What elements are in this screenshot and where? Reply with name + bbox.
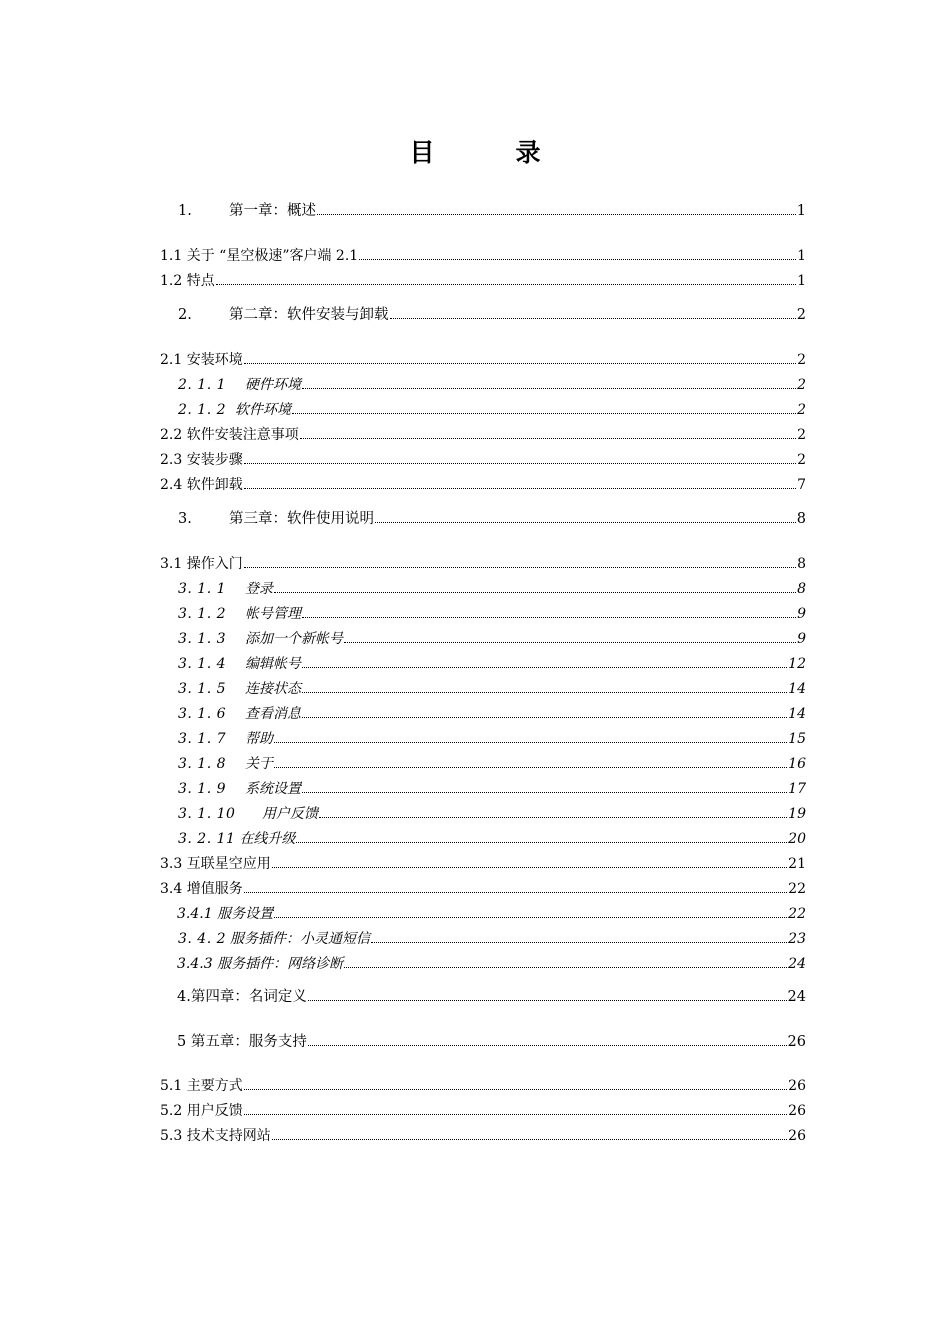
toc-page-number: 9 bbox=[797, 631, 806, 647]
toc-label: 关于 bbox=[245, 756, 273, 772]
toc-label: 1.2 特点 bbox=[160, 273, 215, 289]
toc-entry-1-2[interactable] bbox=[160, 272, 806, 290]
toc-entry-3-1-4[interactable] bbox=[178, 655, 806, 673]
dot-leader bbox=[308, 1045, 787, 1046]
toc-entry-3-4-3[interactable] bbox=[177, 955, 806, 973]
toc-entry-3-4-2[interactable] bbox=[178, 930, 806, 948]
toc-page-number: 23 bbox=[788, 931, 806, 947]
toc-page-number: 2 bbox=[797, 427, 806, 443]
toc-number: 2. 1. 1 bbox=[178, 377, 227, 393]
toc-entry-2-2[interactable] bbox=[160, 426, 806, 444]
dot-leader bbox=[216, 284, 796, 285]
toc-number: 3. 1. 5 bbox=[178, 681, 227, 697]
toc-page-number: 2 bbox=[797, 377, 806, 393]
toc-label: 3.3 互联星空应用 bbox=[160, 856, 271, 872]
toc-label: 登录 bbox=[245, 581, 273, 597]
dot-leader bbox=[319, 817, 787, 818]
dot-leader bbox=[300, 438, 796, 439]
toc-entry-3-1-10[interactable] bbox=[178, 805, 806, 823]
dot-leader bbox=[272, 1139, 787, 1140]
toc-entry-chapter-4[interactable] bbox=[177, 988, 806, 1006]
dot-leader bbox=[344, 967, 787, 968]
toc-label: 1.1 关于 “星空极速”客户端 2.1 bbox=[160, 248, 359, 264]
toc-entry-chapter-2[interactable] bbox=[178, 306, 806, 324]
toc-entry-3-1-1[interactable] bbox=[178, 580, 806, 598]
toc-number: 2. 1. 2 bbox=[178, 402, 227, 418]
toc-entry-2-1-2[interactable] bbox=[178, 401, 806, 419]
toc-entry-3-1-8[interactable] bbox=[178, 755, 806, 773]
toc-number: 3. 1. 4 bbox=[178, 656, 227, 672]
toc-entry-3-1-5[interactable] bbox=[178, 680, 806, 698]
toc-label: 第二章：软件安装与卸载 bbox=[229, 307, 389, 323]
toc-page-number: 14 bbox=[788, 706, 806, 722]
dot-leader bbox=[272, 867, 787, 868]
toc-page-number: 8 bbox=[797, 556, 806, 572]
dot-leader bbox=[244, 892, 787, 893]
toc-entry-3-1-9[interactable] bbox=[178, 780, 806, 798]
toc-entry-3-4-1[interactable] bbox=[177, 905, 806, 923]
toc-page-number: 2 bbox=[797, 452, 806, 468]
toc-label: 4.第四章：名词定义 bbox=[177, 989, 307, 1005]
toc-label: 服务插件：小灵通短信 bbox=[230, 931, 371, 947]
toc-page-number: 19 bbox=[788, 806, 806, 822]
toc-label: 5.1 主要方式 bbox=[160, 1078, 243, 1094]
toc-entry-chapter-5[interactable] bbox=[177, 1033, 806, 1051]
toc-entry-2-1-1[interactable] bbox=[178, 376, 806, 394]
toc-number: 3. 1. 7 bbox=[178, 731, 227, 747]
toc-page-number: 26 bbox=[788, 1128, 806, 1144]
toc-number: 3. 2. 11 bbox=[178, 831, 236, 847]
toc-page-number: 7 bbox=[797, 477, 806, 493]
toc-page-number: 9 bbox=[797, 606, 806, 622]
dot-leader bbox=[371, 942, 787, 943]
toc-page-number: 12 bbox=[788, 656, 806, 672]
toc-entry-chapter-3[interactable] bbox=[178, 510, 806, 528]
toc-label: 3.4.1 服务设置 bbox=[177, 906, 274, 922]
toc-page-number: 1 bbox=[797, 273, 806, 289]
dot-leader bbox=[302, 692, 787, 693]
dot-leader bbox=[302, 717, 787, 718]
dot-leader bbox=[302, 667, 787, 668]
toc-label: 硬件环境 bbox=[245, 377, 301, 393]
toc-page-number: 2 bbox=[797, 402, 806, 418]
dot-leader bbox=[274, 592, 796, 593]
toc-page-number: 20 bbox=[788, 831, 806, 847]
toc-entry-3-1-3[interactable] bbox=[178, 630, 806, 648]
toc-label: 3.1 操作入门 bbox=[160, 556, 243, 572]
toc-entry-3-1-6[interactable] bbox=[178, 705, 806, 723]
toc-page-number: 17 bbox=[788, 781, 806, 797]
toc-number: 3. 1. 9 bbox=[178, 781, 227, 797]
dot-leader bbox=[292, 413, 796, 414]
dot-leader bbox=[296, 842, 787, 843]
toc-page-number: 14 bbox=[788, 681, 806, 697]
toc-label: 软件环境 bbox=[235, 402, 291, 418]
toc-page-number: 21 bbox=[788, 856, 806, 872]
dot-leader bbox=[274, 917, 787, 918]
toc-number: 3. 1. 10 bbox=[178, 806, 236, 822]
toc-label: 2.4 软件卸载 bbox=[160, 477, 243, 493]
toc-entry-3-2-11[interactable] bbox=[178, 830, 806, 848]
toc-number: 3. 1. 8 bbox=[178, 756, 227, 772]
toc-label: 2.3 安装步骤 bbox=[160, 452, 243, 468]
toc-label: 5.3 技术支持网站 bbox=[160, 1128, 271, 1144]
toc-number: 3. 1. 6 bbox=[178, 706, 227, 722]
dot-leader bbox=[302, 792, 787, 793]
dot-leader bbox=[244, 1089, 787, 1090]
dot-leader bbox=[244, 1114, 787, 1115]
toc-label: 2.2 软件安装注意事项 bbox=[160, 427, 299, 443]
dot-leader bbox=[244, 463, 796, 464]
dot-leader bbox=[302, 388, 796, 389]
toc-label: 帐号管理 bbox=[245, 606, 301, 622]
toc-label: 2.1 安装环境 bbox=[160, 352, 243, 368]
dot-leader bbox=[274, 767, 787, 768]
toc-page-number: 2 bbox=[797, 352, 806, 368]
toc-number: 2. bbox=[178, 307, 192, 323]
toc-entry-3-1[interactable] bbox=[160, 555, 806, 573]
toc-page-number: 1 bbox=[796, 203, 806, 219]
toc-entry-3-3[interactable] bbox=[160, 855, 806, 873]
toc-number: 3. 1. 2 bbox=[178, 606, 227, 622]
toc-page-number: 26 bbox=[788, 1103, 806, 1119]
dot-leader bbox=[302, 617, 796, 618]
dot-leader bbox=[317, 214, 796, 215]
toc-entry-3-1-7[interactable] bbox=[178, 730, 806, 748]
dot-leader bbox=[390, 318, 796, 319]
toc-page-number: 26 bbox=[787, 1034, 806, 1050]
toc-label: 帮助 bbox=[245, 731, 273, 747]
toc-number: 3. 4. 2 bbox=[178, 931, 227, 947]
toc-number: 1. bbox=[178, 203, 192, 219]
toc-entry-5-1[interactable] bbox=[160, 1077, 806, 1095]
toc-label: 5.2 用户反馈 bbox=[160, 1103, 243, 1119]
toc-page-number: 22 bbox=[788, 881, 806, 897]
toc-number: 3. 1. 3 bbox=[178, 631, 227, 647]
dot-leader bbox=[344, 642, 796, 643]
toc-entry-2-1[interactable] bbox=[160, 351, 806, 369]
toc-entry-2-4[interactable] bbox=[160, 476, 806, 494]
dot-leader bbox=[244, 488, 796, 489]
page-title: 目 录 bbox=[409, 138, 569, 167]
dot-leader bbox=[308, 1000, 787, 1001]
toc-number: 3. bbox=[178, 511, 192, 527]
toc-number: 3. 1. 1 bbox=[178, 581, 227, 597]
dot-leader bbox=[375, 522, 796, 523]
dot-leader bbox=[359, 259, 796, 260]
toc-page-number: 15 bbox=[788, 731, 806, 747]
toc-page-number: 2 bbox=[796, 307, 806, 323]
toc-page-number: 24 bbox=[787, 989, 806, 1005]
toc-entry-1-1[interactable] bbox=[160, 247, 806, 265]
toc-entry-3-1-2[interactable] bbox=[178, 605, 806, 623]
dot-leader bbox=[244, 363, 796, 364]
toc-entry-chapter-1[interactable] bbox=[178, 202, 806, 220]
toc-label: 第一章：概述 bbox=[229, 203, 316, 219]
toc-label: 在线升级 bbox=[239, 831, 296, 847]
toc-entry-2-3[interactable] bbox=[160, 451, 806, 469]
toc-label: 查看消息 bbox=[245, 706, 301, 722]
toc-page-number: 8 bbox=[796, 511, 806, 527]
toc-page-number: 8 bbox=[797, 581, 806, 597]
toc-page-number: 16 bbox=[788, 756, 806, 772]
toc-entry-5-3[interactable] bbox=[160, 1127, 806, 1145]
toc-label: 第三章：软件使用说明 bbox=[229, 511, 374, 527]
toc-page-number: 24 bbox=[788, 956, 806, 972]
toc-page-number: 22 bbox=[788, 906, 806, 922]
toc-entry-5-2[interactable] bbox=[160, 1102, 806, 1120]
toc-label: 3.4 增值服务 bbox=[160, 881, 243, 897]
dot-leader bbox=[274, 742, 787, 743]
toc-page-number: 26 bbox=[788, 1078, 806, 1094]
toc-label: 编辑帐号 bbox=[245, 656, 301, 672]
toc-label: 添加一个新帐号 bbox=[245, 631, 343, 647]
toc-label: 连接状态 bbox=[245, 681, 301, 697]
toc-label: 3.4.3 服务插件：网络诊断 bbox=[177, 956, 344, 972]
toc-entry-3-4[interactable] bbox=[160, 880, 806, 898]
toc-label: 系统设置 bbox=[245, 781, 301, 797]
dot-leader bbox=[244, 567, 796, 568]
toc-label: 用户反馈 bbox=[262, 806, 318, 822]
toc-page-number: 1 bbox=[797, 248, 806, 264]
toc-label: 5 第五章：服务支持 bbox=[177, 1034, 307, 1050]
